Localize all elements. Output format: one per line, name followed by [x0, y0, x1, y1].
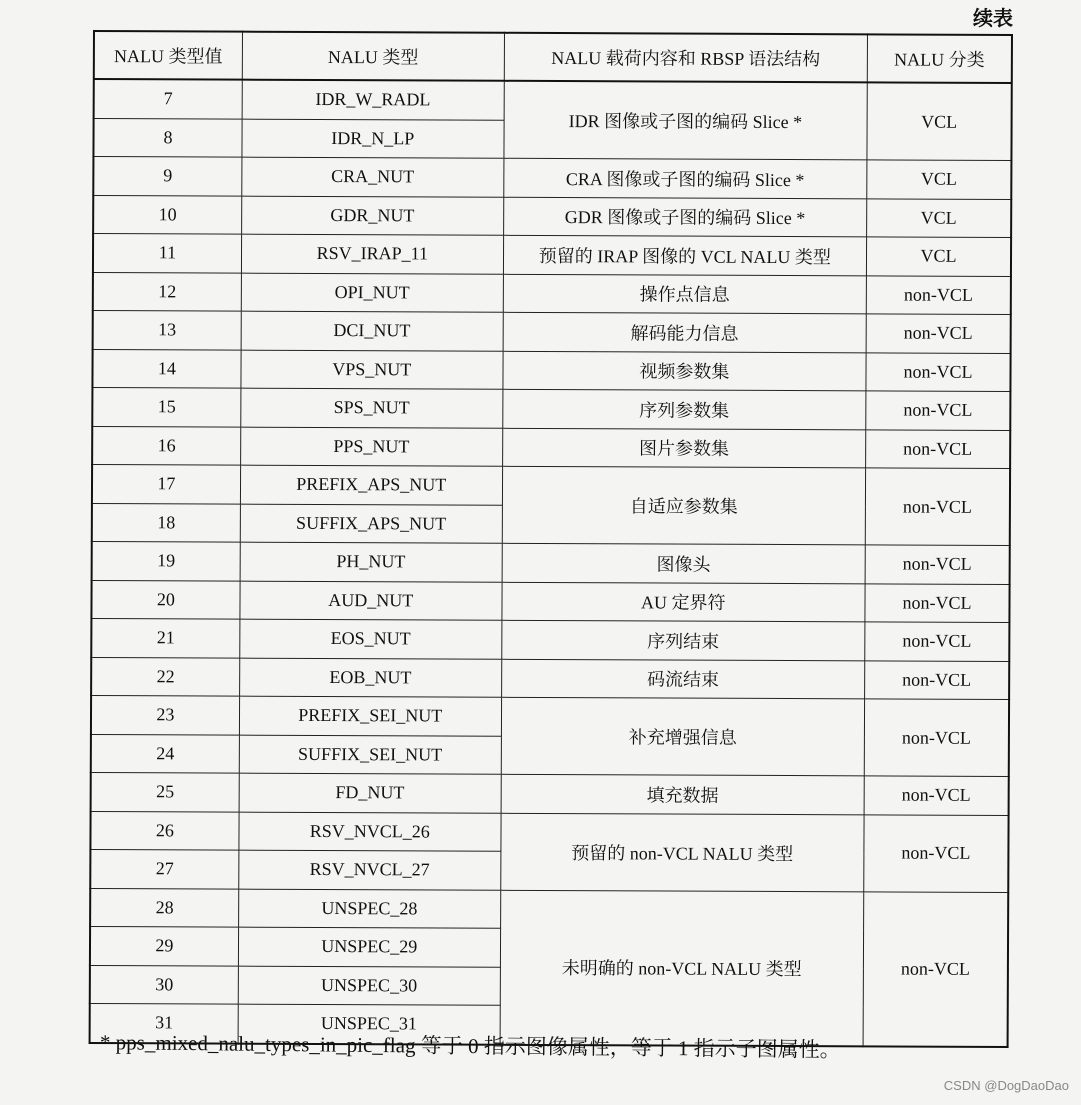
nalu-type-table: [89, 30, 1013, 1048]
type-value-cell: 17: [92, 465, 241, 504]
type-name-cell: PREFIX_SEI_NUT: [239, 696, 501, 736]
table-row: [93, 157, 1011, 200]
class-cell: non-VCL: [866, 275, 1011, 314]
class-cell: non-VCL: [864, 776, 1009, 815]
type-value-cell: 11: [93, 234, 242, 273]
table-row: [90, 888, 1008, 931]
type-value-cell: 23: [91, 695, 240, 734]
type-value-cell: 25: [91, 772, 240, 811]
class-cell: non-VCL: [864, 814, 1009, 892]
type-name-cell: PPS_NUT: [240, 427, 502, 467]
type-name-cell: OPI_NUT: [241, 273, 503, 313]
payload-cell: 图像头: [502, 543, 866, 583]
table-row: [91, 772, 1009, 815]
type-value-cell: 18: [92, 503, 241, 542]
type-name-cell: UNSPEC_30: [238, 966, 500, 1006]
class-cell: VCL: [867, 198, 1012, 237]
class-cell: non-VCL: [866, 352, 1011, 391]
watermark: CSDN @DogDaoDao: [943, 1078, 1069, 1093]
type-value-cell: 13: [93, 311, 242, 350]
payload-cell: GDR 图像或子图的编码 Slice *: [503, 197, 867, 237]
table-header-row: [94, 31, 1012, 83]
type-value-cell: 31: [90, 1003, 239, 1043]
type-name-cell: DCI_NUT: [241, 311, 503, 351]
header-payload: NALU 载荷内容和 RBSP 语法结构: [504, 33, 868, 83]
class-cell: non-VCL: [865, 622, 1010, 661]
type-name-cell: GDR_NUT: [242, 196, 504, 236]
payload-cell: 预留的 IRAP 图像的 VCL NALU 类型: [503, 235, 867, 275]
class-cell: VCL: [866, 237, 1011, 276]
header-type-name: NALU 类型: [242, 32, 504, 81]
table-row: [91, 618, 1009, 661]
type-value-cell: 9: [93, 157, 242, 196]
header-class: NALU 分类: [867, 34, 1012, 83]
payload-cell: CRA 图像或子图的编码 Slice *: [503, 158, 867, 198]
type-value-cell: 24: [91, 734, 240, 773]
payload-cell: 视频参数集: [503, 351, 867, 391]
type-name-cell: IDR_W_RADL: [242, 80, 504, 120]
type-name-cell: EOS_NUT: [240, 619, 502, 659]
class-cell: non-VCL: [865, 468, 1010, 546]
type-value-cell: 16: [92, 426, 241, 465]
table-row: [92, 388, 1010, 431]
payload-cell: 解码能力信息: [503, 312, 867, 352]
type-value-cell: 12: [93, 272, 242, 311]
type-name-cell: CRA_NUT: [242, 157, 504, 197]
payload-cell: 操作点信息: [503, 274, 867, 314]
table-row: [92, 541, 1010, 584]
type-name-cell: IDR_N_LP: [242, 119, 504, 159]
payload-cell: 补充增强信息: [501, 697, 865, 776]
class-cell: non-VCL: [863, 891, 1008, 1046]
payload-cell: IDR 图像或子图的编码 Slice *: [504, 81, 868, 160]
payload-cell: 未明确的 non-VCL NALU 类型: [500, 890, 864, 1046]
type-value-cell: 21: [91, 618, 240, 657]
type-name-cell: UNSPEC_31: [238, 1004, 500, 1044]
payload-cell: 序列参数集: [502, 389, 866, 429]
table-row: [91, 657, 1009, 700]
class-cell: non-VCL: [865, 545, 1010, 584]
table-row: [91, 580, 1009, 623]
type-name-cell: AUD_NUT: [240, 581, 502, 621]
type-value-cell: 8: [93, 118, 242, 157]
table-row: [93, 311, 1011, 354]
class-cell: non-VCL: [864, 699, 1009, 777]
table-row: [92, 349, 1010, 392]
table-row: [91, 695, 1009, 738]
payload-cell: 自适应参数集: [502, 466, 866, 545]
type-value-cell: 29: [90, 926, 239, 965]
type-name-cell: RSV_NVCL_27: [239, 850, 501, 890]
footnote: * pps_mixed_nalu_types_in_pic_flag 等于 0 指示图像属性，等于 1 指示子图属性。: [99, 1030, 841, 1062]
class-cell: non-VCL: [865, 660, 1010, 699]
table-row: [92, 465, 1010, 508]
type-name-cell: EOB_NUT: [239, 658, 501, 698]
class-cell: non-VCL: [865, 583, 1010, 622]
table-row: [92, 426, 1010, 469]
type-name-cell: PH_NUT: [240, 542, 502, 582]
type-name-cell: RSV_NVCL_26: [239, 812, 501, 852]
class-cell: non-VCL: [866, 314, 1011, 353]
type-value-cell: 28: [90, 888, 239, 927]
payload-cell: 码流结束: [501, 659, 865, 699]
table-row: [90, 811, 1008, 854]
payload-cell: 填充数据: [501, 774, 865, 814]
type-value-cell: 26: [90, 811, 239, 850]
type-name-cell: UNSPEC_29: [238, 927, 500, 967]
type-name-cell: RSV_IRAP_11: [241, 234, 503, 274]
type-name-cell: SUFFIX_SEI_NUT: [239, 735, 501, 775]
type-name-cell: PREFIX_APS_NUT: [240, 465, 502, 505]
type-name-cell: VPS_NUT: [241, 350, 503, 390]
payload-cell: AU 定界符: [502, 582, 866, 622]
type-name-cell: SUFFIX_APS_NUT: [240, 504, 502, 544]
class-cell: non-VCL: [866, 429, 1011, 468]
type-value-cell: 7: [94, 79, 243, 119]
class-cell: VCL: [867, 160, 1012, 199]
type-value-cell: 14: [92, 349, 241, 388]
table-row: [93, 272, 1011, 315]
type-value-cell: 27: [90, 849, 239, 888]
type-value-cell: 19: [92, 541, 241, 580]
table-row: [94, 79, 1012, 122]
type-value-cell: 10: [93, 195, 242, 234]
payload-cell: 序列结束: [501, 620, 865, 660]
payload-cell: 图片参数集: [502, 428, 866, 468]
type-name-cell: SPS_NUT: [241, 388, 503, 428]
class-cell: non-VCL: [866, 391, 1011, 430]
type-value-cell: 20: [91, 580, 240, 619]
class-cell: VCL: [867, 82, 1012, 160]
type-value-cell: 22: [91, 657, 240, 696]
table-continued-caption: 续表: [973, 8, 1013, 30]
table-row: [93, 195, 1011, 238]
type-name-cell: FD_NUT: [239, 773, 501, 813]
header-type-value: NALU 类型值: [94, 31, 243, 80]
type-value-cell: 15: [92, 388, 241, 427]
type-value-cell: 30: [90, 965, 239, 1004]
payload-cell: 预留的 non-VCL NALU 类型: [500, 813, 864, 892]
type-name-cell: UNSPEC_28: [238, 889, 500, 929]
table-row: [93, 234, 1011, 277]
